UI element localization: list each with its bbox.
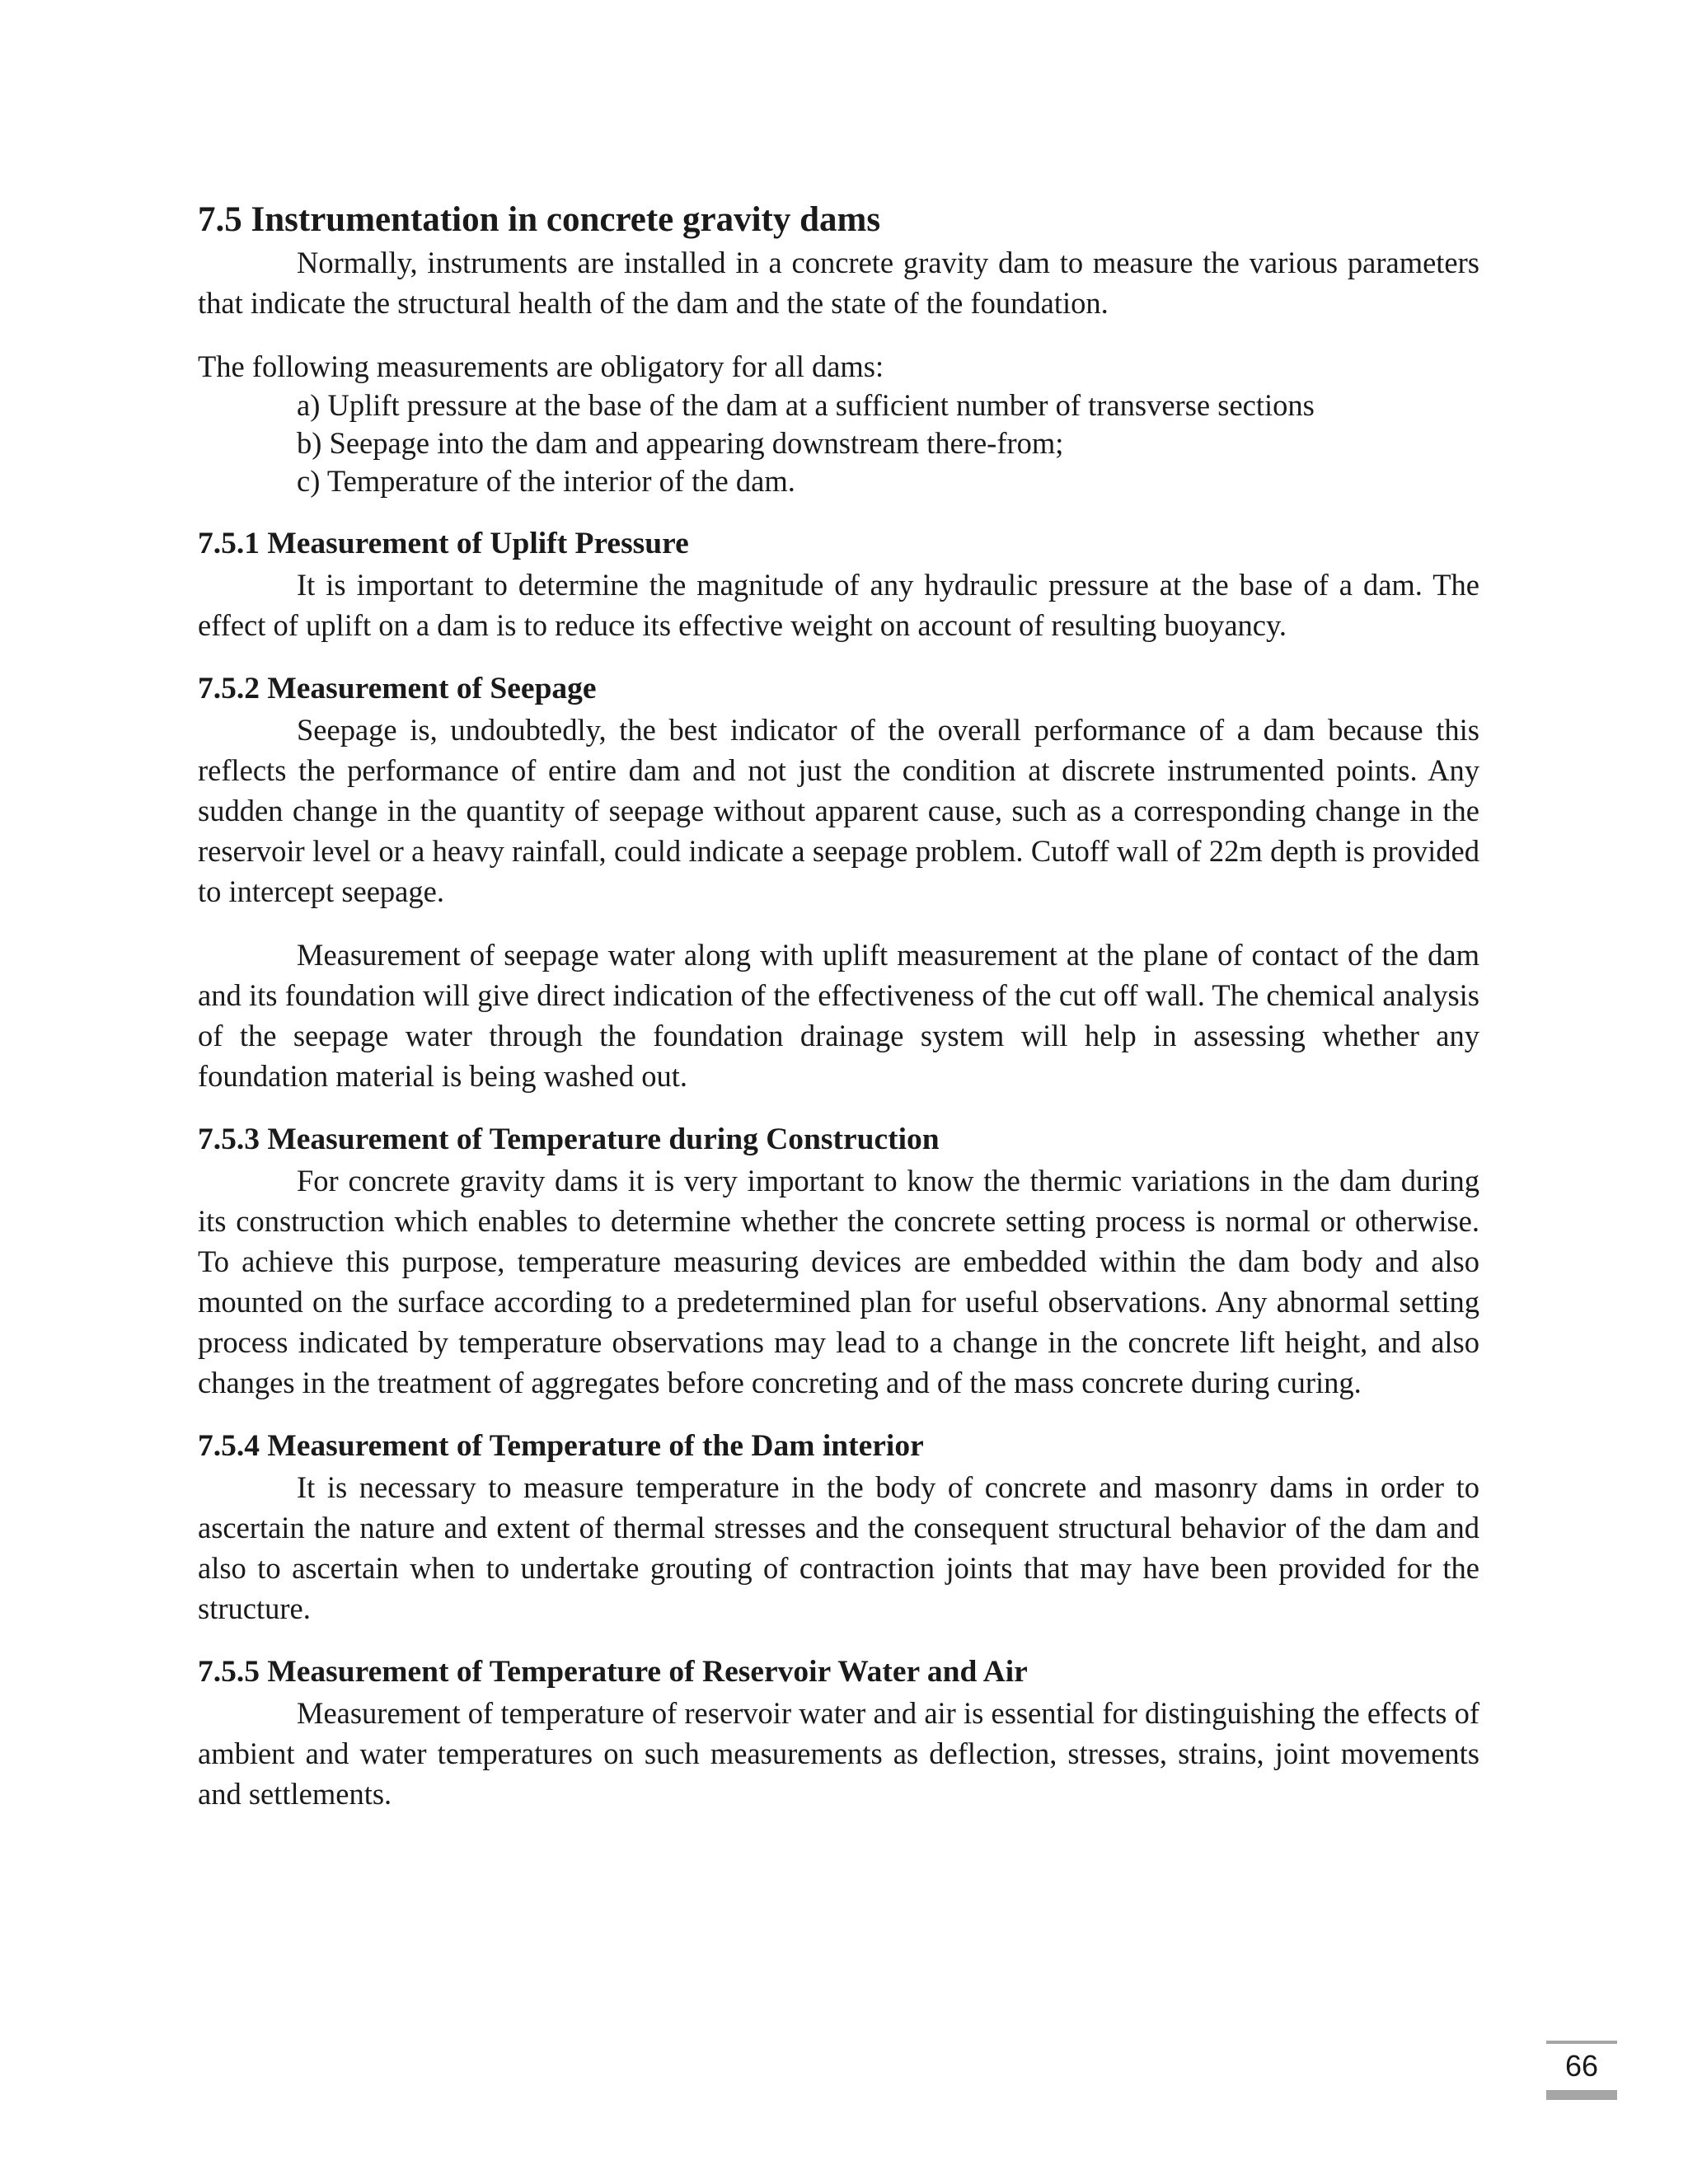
obligatory-lead: The following measurements are obligatory for all dams: [198, 349, 884, 383]
subsection-title-seepage: 7.5.2 Measurement of Seepage [198, 672, 597, 705]
list-item: b) Seepage into the dam and appearing downstream there-from; [297, 426, 1064, 460]
paragraph: It is necessary to measure temperature in the body of concrete and masonry dams in order to ascertain the nature and extent of thermal stresses and the consequent structural behavior of the dam and also to ascertain when to undertake grouting of contraction joints that may have been provided for the structure. [198, 1470, 1479, 1625]
paragraph: It is important to determine the magnitude of any hydraulic pressure at the base of a dam. The effect of uplift on a dam is to reduce its effective weight on account of resulting buoyancy. [198, 568, 1479, 642]
page-number: 66 [1546, 2041, 1617, 2100]
obligatory-list [198, 387, 1479, 500]
list-item: a) Uplift pressure at the base of the dam at a sufficient number of transverse sections [297, 388, 1315, 422]
section-title: 7.5 Instrumentation in concrete gravity dams [198, 200, 881, 239]
subsection-title-temp-reservoir: 7.5.5 Measurement of Temperature of Reservoir Water and Air [198, 1655, 1028, 1689]
paragraph: Seepage is, undoubtedly, the best indicator of the overall performance of a dam because this reflects the performance of entire dam and not just the condition at discrete instrumented points. Any sudden change in the quantity of seepage without apparent cause, such as a corresponding change in the reservoir level or a heavy rainfall, could indicate a seepage problem. Cutoff wall of 22m depth is provided to intercept seepage. [198, 713, 1479, 908]
paragraph: Measurement of seepage water along with uplift measurement at the plane of contact of the dam and its foundation will give direct indication of the effectiveness of the cut off wall. The chemical analysis of the seepage water through the foundation drainage system will help in assessing whether any foundation material is being washed out. [198, 938, 1479, 1093]
paragraph: Measurement of temperature of reservoir water and air is essential for distinguishing the effects of ambient and water temperatures on such measurements as deflection, stresses, strains, joint movements and settlements. [198, 1696, 1479, 1811]
section-intro: Normally, instruments are installed in a concrete gravity dam to measure the various parameters that indicate the structural health of the dam and the state of the foundation. [198, 246, 1479, 320]
list-item: c) Temperature of the interior of the dam. [297, 464, 795, 498]
page-content [198, 198, 1479, 1814]
subsection-title-temp-construction: 7.5.3 Measurement of Temperature during Construction [198, 1122, 940, 1156]
subsection-title-temp-interior: 7.5.4 Measurement of Temperature of the Dam interior [198, 1429, 924, 1463]
paragraph: For concrete gravity dams it is very important to know the thermic variations in the dam during its construction which enables to determine whether the concrete setting process is normal or otherwise. To achieve this purpose, temperature measuring devices are embedded within the dam body and also mounted on the surface according to a predetermined plan for useful observations. Any abnormal setting process indicated by temperature observations may lead to a change in the concrete lift height, and also changes in the treatment of aggregates before concreting and of the mass concrete during curing. [198, 1164, 1479, 1399]
subsection-title-uplift: 7.5.1 Measurement of Uplift Pressure [198, 527, 689, 560]
